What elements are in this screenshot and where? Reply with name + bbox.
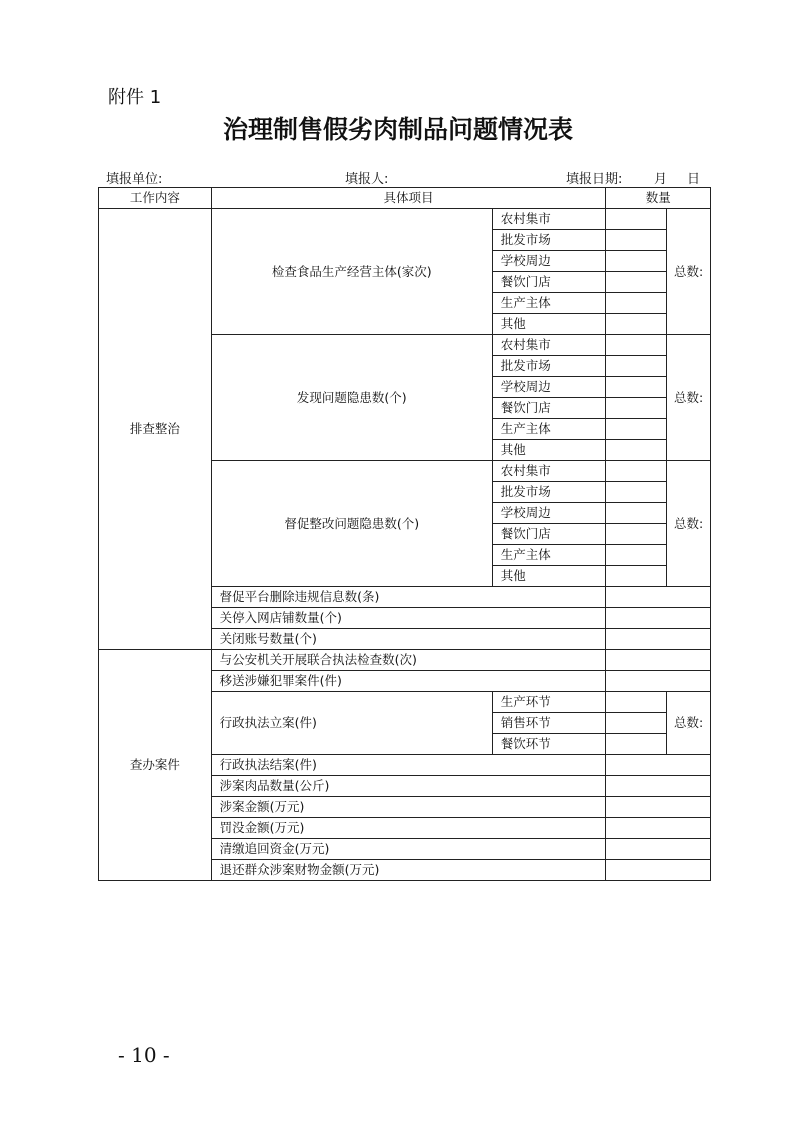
value-cell[interactable] xyxy=(606,461,667,482)
item-label: 关停入网店铺数量(个) xyxy=(211,608,606,629)
sub-item-label: 农村集市 xyxy=(492,209,606,230)
value-cell[interactable] xyxy=(606,419,667,440)
total-cell[interactable]: 总数: xyxy=(667,335,711,461)
total-cell[interactable]: 总数: xyxy=(667,209,711,335)
sub-item-label: 销售环节 xyxy=(492,713,606,734)
sub-item-label: 农村集市 xyxy=(492,461,606,482)
header-work-content: 工作内容 xyxy=(99,188,212,209)
value-cell[interactable] xyxy=(606,293,667,314)
group-label: 督促整改问题隐患数(个) xyxy=(211,461,492,587)
group-label: 检查食品生产经营主体(家次) xyxy=(211,209,492,335)
sub-item-label: 学校周边 xyxy=(492,503,606,524)
header-specific-item: 具体项目 xyxy=(211,188,606,209)
sub-item-label: 生产主体 xyxy=(492,419,606,440)
value-cell[interactable] xyxy=(606,608,711,629)
report-date-label: 填报日期: xyxy=(566,172,623,187)
value-cell[interactable] xyxy=(606,734,667,755)
report-day-label: 日 xyxy=(687,172,701,187)
value-cell[interactable] xyxy=(606,335,667,356)
value-cell[interactable] xyxy=(606,629,711,650)
value-cell[interactable] xyxy=(606,503,667,524)
sub-item-label: 农村集市 xyxy=(492,335,606,356)
page-number: - 10 - xyxy=(118,1043,170,1067)
value-cell[interactable] xyxy=(606,398,667,419)
value-cell[interactable] xyxy=(606,272,667,293)
sub-item-label: 其他 xyxy=(492,566,606,587)
sub-item-label: 餐饮门店 xyxy=(492,524,606,545)
sub-item-label: 批发市场 xyxy=(492,230,606,251)
total-cell[interactable]: 总数: xyxy=(667,461,711,587)
sub-item-label: 餐饮门店 xyxy=(492,272,606,293)
item-label: 涉案金额(万元) xyxy=(211,797,606,818)
value-cell[interactable] xyxy=(606,545,667,566)
sub-item-label: 餐饮环节 xyxy=(492,734,606,755)
attachment-label: 附件 1 xyxy=(108,87,162,108)
report-month-label: 月 xyxy=(654,172,668,187)
sub-item-label: 其他 xyxy=(492,440,606,461)
total-cell[interactable]: 总数: xyxy=(667,692,711,755)
value-cell[interactable] xyxy=(606,314,667,335)
reporter-label: 填报人: xyxy=(345,172,389,187)
item-label: 退还群众涉案财物金额(万元) xyxy=(211,860,606,881)
sub-item-label: 餐饮门店 xyxy=(492,398,606,419)
item-label: 移送涉嫌犯罪案件(件) xyxy=(211,671,606,692)
value-cell[interactable] xyxy=(606,524,667,545)
value-cell[interactable] xyxy=(606,377,667,398)
value-cell[interactable] xyxy=(606,209,667,230)
group-label: 行政执法立案(件) xyxy=(211,692,492,755)
item-label: 行政执法结案(件) xyxy=(211,755,606,776)
sub-item-label: 生产主体 xyxy=(492,545,606,566)
sub-item-label: 学校周边 xyxy=(492,251,606,272)
sub-item-label: 学校周边 xyxy=(492,377,606,398)
value-cell[interactable] xyxy=(606,587,711,608)
item-label: 与公安机关开展联合执法检查数(次) xyxy=(211,650,606,671)
sub-item-label: 批发市场 xyxy=(492,356,606,377)
value-cell[interactable] xyxy=(606,839,711,860)
form-title: 治理制售假劣肉制品问题情况表 xyxy=(222,115,573,144)
value-cell[interactable] xyxy=(606,356,667,377)
section-cases-label: 查办案件 xyxy=(99,650,212,881)
value-cell[interactable] xyxy=(606,860,711,881)
sub-item-label: 生产主体 xyxy=(492,293,606,314)
item-label: 清缴追回资金(万元) xyxy=(211,839,606,860)
sub-item-label: 批发市场 xyxy=(492,482,606,503)
value-cell[interactable] xyxy=(606,440,667,461)
reporting-unit-label: 填报单位: xyxy=(106,172,163,187)
value-cell[interactable] xyxy=(606,650,711,671)
value-cell[interactable] xyxy=(606,671,711,692)
value-cell[interactable] xyxy=(606,818,711,839)
value-cell[interactable] xyxy=(606,230,667,251)
value-cell[interactable] xyxy=(606,566,667,587)
value-cell[interactable] xyxy=(606,776,711,797)
value-cell[interactable] xyxy=(606,251,667,272)
header-quantity: 数量 xyxy=(606,188,711,209)
group-label: 发现问题隐患数(个) xyxy=(211,335,492,461)
sub-item-label: 其他 xyxy=(492,314,606,335)
value-cell[interactable] xyxy=(606,713,667,734)
value-cell[interactable] xyxy=(606,755,711,776)
item-label: 罚没金额(万元) xyxy=(211,818,606,839)
sub-item-label: 生产环节 xyxy=(492,692,606,713)
value-cell[interactable] xyxy=(606,482,667,503)
item-label: 涉案肉品数量(公斤) xyxy=(211,776,606,797)
item-label: 关闭账号数量(个) xyxy=(211,629,606,650)
value-cell[interactable] xyxy=(606,692,667,713)
section-investigation-label: 排查整治 xyxy=(99,209,212,650)
item-label: 督促平台删除违规信息数(条) xyxy=(211,587,606,608)
value-cell[interactable] xyxy=(606,797,711,818)
report-table xyxy=(98,187,711,881)
